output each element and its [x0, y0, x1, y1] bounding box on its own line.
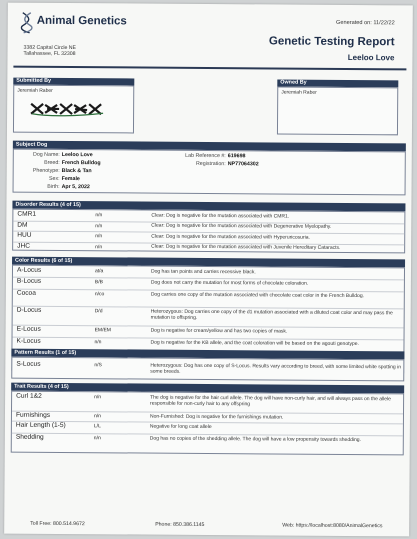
- registration: Registration: NP77064302: [195, 160, 259, 168]
- subject-dog-heading: Subject Dog: [13, 141, 406, 152]
- dog-field-birth: Birth: Apr 5, 2022: [47, 183, 90, 191]
- dna-icon: [21, 12, 33, 34]
- table-row: A-Locus at/a Dog has tan points and carries recessive black.: [13, 266, 404, 281]
- submitted-by-heading: Submitted By: [13, 78, 134, 86]
- owned-by-heading: Owned By: [277, 79, 398, 87]
- header-divider: [13, 66, 406, 70]
- footer-web: Web: https://localhost:8080/AnimalGenetics: [282, 522, 383, 530]
- footer-phone: Phone: 850.386.1145: [155, 521, 205, 528]
- dog-field-phenotype: Phenotype: Black & Tan: [32, 167, 92, 175]
- table-row: HUU n/n Clear: Dog is negative for the mutation associated with Hyperuricosuria.: [13, 231, 404, 245]
- table-row: E-Locus EM/EM Dog is negative for cream/yellow and has two copies of mask.: [13, 325, 404, 341]
- report-page: [4, 3, 413, 537]
- lab-reference: Lab Reference #: 619698: [185, 152, 246, 160]
- footer-toll-free: Toll Free: 800.514.9672: [30, 520, 85, 528]
- trait-results-heading: Trait Results (4 of 15): [11, 383, 404, 394]
- dog-name-subtitle: Leeloo Love: [347, 52, 395, 63]
- owned-by-name: Jeremiah Raber: [281, 89, 317, 96]
- table-row: K-Locus n/n Dog is negative for the KB allele, and the coat coloration will be based on the agouti genotype.: [16, 337, 359, 347]
- table-row: Cocoa n/co Dog carries one copy of the mutation associated with chocolate coat color in the French Bulldog.: [13, 289, 404, 310]
- redaction-scribble: [29, 101, 107, 118]
- company-address: 3382 Capital Circle NE Tallahassee, FL 32308: [23, 44, 77, 58]
- dog-field-breed: Breed: French Bulldog: [44, 159, 101, 167]
- table-row: CMR1 n/n Clear: Dog is negative for the mutation associated with CMR1.: [13, 210, 404, 224]
- subject-dog-box: [13, 149, 406, 196]
- footer: [4, 520, 409, 530]
- owned-by-box: [277, 86, 398, 135]
- table-row: B-Locus B/B Dog does not carry the mutation for most forms of chocolate coloration.: [13, 277, 404, 293]
- table-row: Hair Length (1-5) L/L Negative for long coat allele: [12, 421, 403, 437]
- disorder-results-heading: Disorder Results (4 of 15): [12, 201, 405, 212]
- table-row: JHC n/n Clear: Dog is negative for the mutation associated with Juvenile Hereditary Cataracts.: [17, 242, 341, 251]
- color-results-heading: Color Results (6 of 15): [12, 257, 405, 268]
- disorder-results-table: [12, 209, 405, 254]
- table-row: Shedding n/n Dog has no copies of the shedding allele. The dog will have a low propensity towards shedding.: [15, 433, 361, 443]
- generated-date: Generated on: 11/22/22: [336, 19, 395, 27]
- dog-field-sex: Sex: Female: [48, 175, 80, 183]
- table-row: Curl 1&2 n/n The dog is negative for the hair curl allele. The dog will have non-curly hair, and will always pass on the allele responsible for non-curly hair to any offspring: [12, 392, 403, 415]
- dog-field-name: Dog Name: Leeloo Love: [32, 151, 93, 159]
- table-row: D-Locus D/d Heterozygous: Dog carries one copy of the d1 mutation associated with a diluted coat color and may pass the mutation to offspring.: [13, 306, 404, 329]
- company-logo: [21, 12, 141, 35]
- brand-name: Animal Genetics: [36, 14, 127, 28]
- table-row: DM n/n Clear: Dog is negative for the mutation associated with Degenerative Myelopathy.: [13, 220, 404, 234]
- table-row: Furnishings n/n Non-Furnished: Dog is negative for the furnishings mutation.: [12, 411, 403, 425]
- pattern-results-table: [11, 357, 404, 382]
- pattern-results-heading: Pattern Results (1 of 15): [11, 349, 404, 360]
- report-title: Genetic Testing Report: [268, 35, 395, 49]
- submitted-by-name: Jeremiah Raber: [17, 87, 53, 94]
- table-row: S-Locus n/S Heterozygous: Dog has one copy of S-Locus. Results vary according to breed, with some limited white spotting in some breeds.: [16, 360, 402, 375]
- trait-results-table: [11, 391, 404, 456]
